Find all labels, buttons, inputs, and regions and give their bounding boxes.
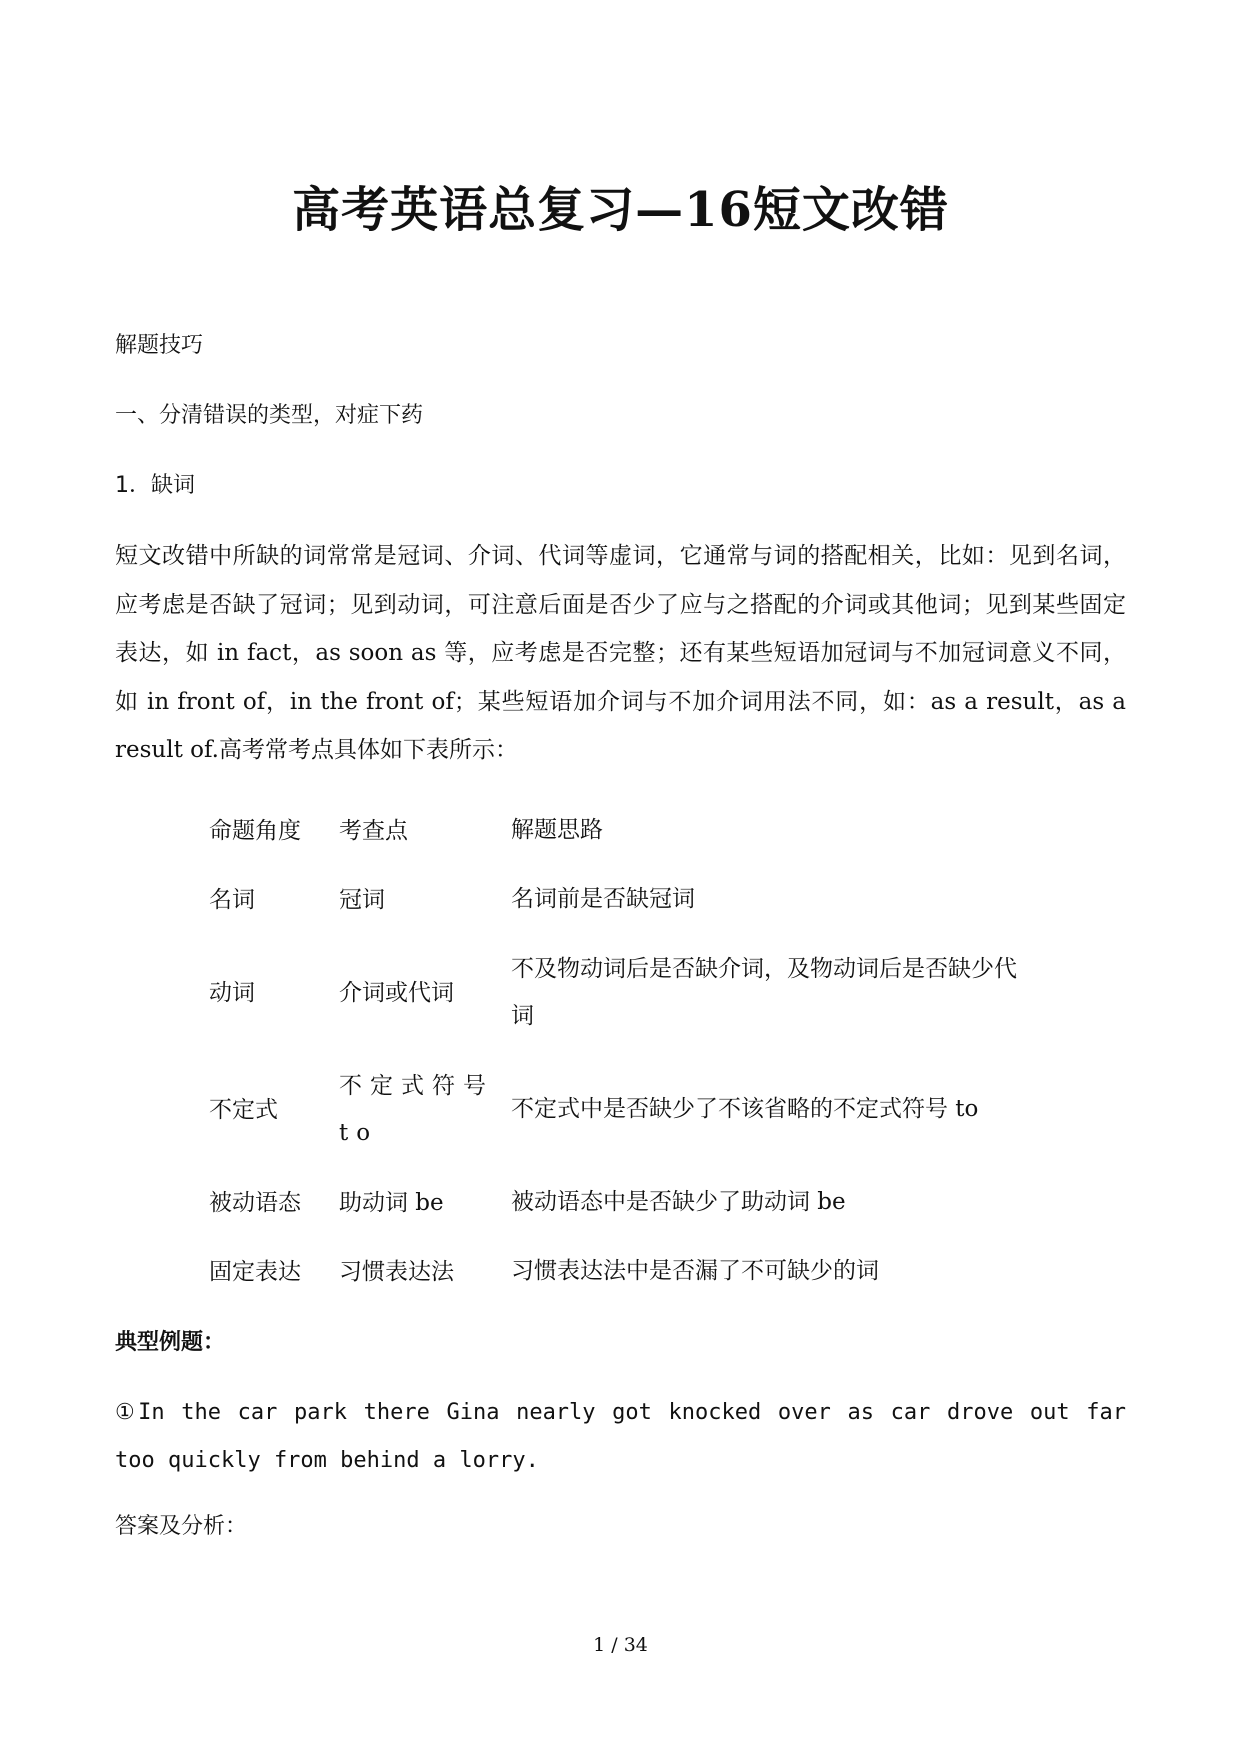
table-cell: 不及物动词后是否缺介词，及物动词后是否缺少代词 — [511, 955, 1017, 1029]
table-row — [209, 865, 1031, 935]
table-header-cell: 命题角度 — [209, 817, 301, 844]
answer-heading: 答案及分析： — [115, 1513, 248, 1539]
table-row — [209, 1169, 1031, 1237]
table-cell: 名词前是否缺冠词 — [511, 886, 695, 912]
example-heading: 典型例题： — [115, 1329, 226, 1355]
table-cell: 习惯表达法 — [339, 1258, 454, 1285]
table-cell: 习惯表达法中是否漏了不可缺少的词 — [511, 1258, 879, 1284]
item-heading: 1．缺词 — [115, 473, 195, 498]
table-cell: 被动语态中是否缺少了助动词 be — [511, 1189, 846, 1215]
table-cell: 被动语态 — [209, 1189, 301, 1216]
table-header-cell: 考查点 — [339, 817, 408, 844]
document-body — [115, 322, 1126, 1573]
intro-paragraph: 短文改错中所缺的词常常是冠词、介词、代词等虚词，它通常与词的搭配相关，比如：见到名词，应考虑是否缺了冠词；见到动词，可注意后面是否少了应与之搭配的介词或其他词；见到某些固定表达，如 in fact，as soon as 等，应考虑是否完整；还有某些短语加冠词与不加冠词意义不同，如 in front of，in the front of；某些短语加介词与不加介词用法不同，如：as a result，as a result of.高考常考点具体如下表所示： — [115, 543, 1126, 763]
table-cell: 助动词 be — [339, 1189, 444, 1216]
table-cell: 冠词 — [339, 886, 385, 913]
table-cell: 介词或代词 — [339, 979, 454, 1006]
document-title: 高考英语总复习—16短文改错 — [292, 182, 949, 238]
error-type-table — [209, 797, 1031, 1307]
subheading: 一、分清错误的类型，对症下药 — [115, 403, 424, 428]
table-cell: 不定式符号 to — [339, 1072, 494, 1146]
table-cell: 固定表达 — [209, 1258, 301, 1285]
table-cell: 不定式 — [209, 1096, 278, 1123]
table-row — [209, 1051, 1031, 1169]
table-row — [209, 935, 1031, 1051]
example-sentence: ①In the car park there Gina nearly got knocked over as car drove out far too quickly from behind a lorry. — [115, 1399, 1126, 1473]
table-row — [209, 1237, 1031, 1307]
table-header-cell: 解题思路 — [511, 817, 603, 843]
section-heading: 解题技巧 — [115, 333, 204, 358]
table-cell: 不定式中是否缺少了不该省略的不定式符号 to — [511, 1096, 979, 1122]
table-cell: 名词 — [209, 886, 255, 913]
page-number: 1 / 34 — [593, 1634, 648, 1656]
table-cell: 动词 — [209, 979, 255, 1006]
table-header-row — [209, 797, 1031, 865]
